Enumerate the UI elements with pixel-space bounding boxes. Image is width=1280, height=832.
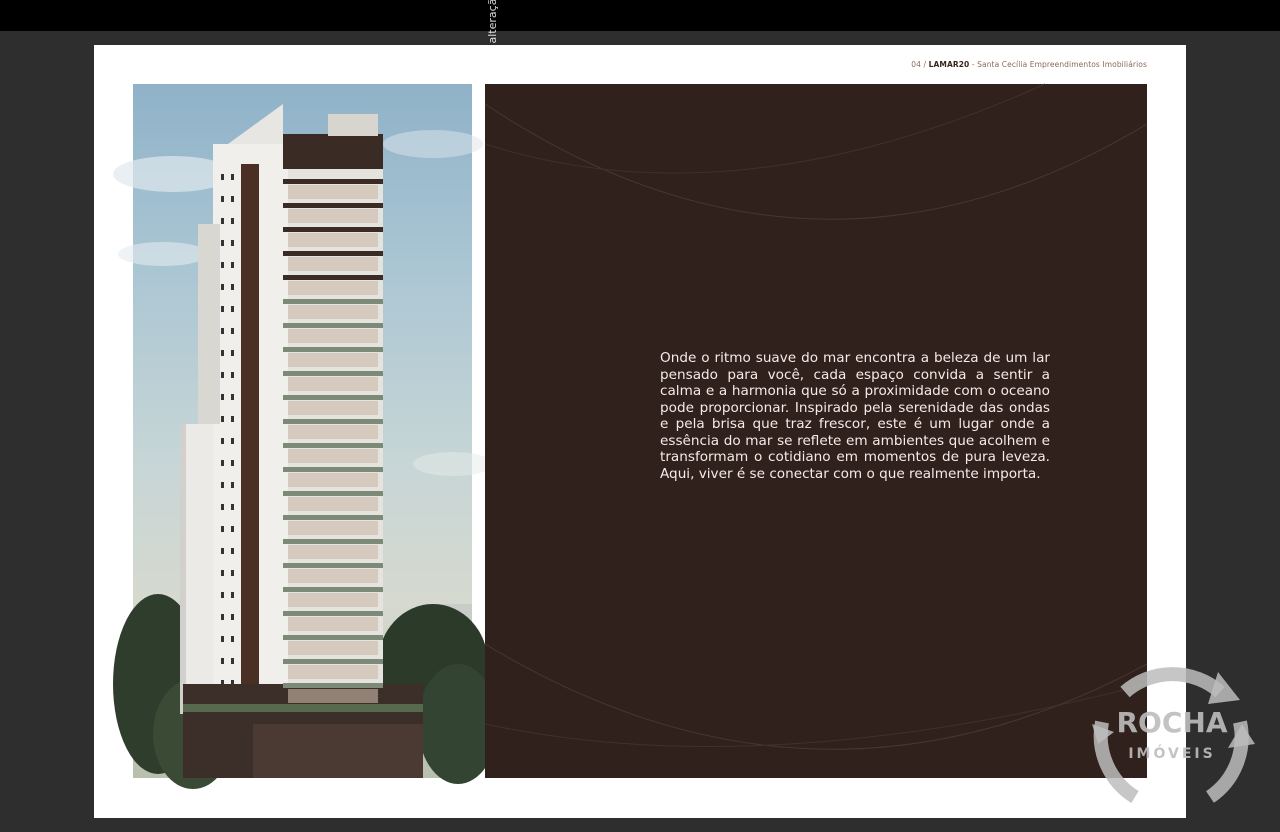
balcony-glass: [288, 569, 378, 583]
balcony-glass: [288, 353, 378, 367]
balcony-glass: [288, 689, 378, 703]
window: [231, 284, 234, 290]
balcony-glass: [288, 401, 378, 415]
balcony-glass: [288, 377, 378, 391]
balcony-slab: [283, 299, 383, 304]
window: [231, 482, 234, 488]
balcony-slab: [283, 491, 383, 496]
window: [221, 284, 224, 290]
window: [231, 240, 234, 246]
window: [221, 592, 224, 598]
balcony-slab: [283, 251, 383, 256]
watermark-line2: IMÓVEIS: [1128, 746, 1216, 762]
balcony-slab: [283, 203, 383, 208]
building-rendering: [133, 84, 472, 778]
balcony-slab: [283, 611, 383, 616]
balcony-glass: [288, 185, 378, 199]
balcony-glass: [288, 521, 378, 535]
window: [231, 548, 234, 554]
balcony-glass: [288, 305, 378, 319]
balcony-slab: [283, 227, 383, 232]
window: [221, 328, 224, 334]
balcony-glass: [288, 497, 378, 511]
window: [231, 504, 234, 510]
window: [231, 592, 234, 598]
balcony-slab: [283, 419, 383, 424]
recycle-arrows-icon: [1090, 652, 1255, 810]
window: [231, 262, 234, 268]
balcony-slab: [283, 443, 383, 448]
window: [221, 350, 224, 356]
balcony-slab: [283, 275, 383, 280]
balcony-glass: [288, 473, 378, 487]
balcony-slab: [283, 347, 383, 352]
window: [221, 658, 224, 664]
window: [231, 570, 234, 576]
window: [231, 416, 234, 422]
window: [231, 372, 234, 378]
window: [221, 636, 224, 642]
brochure-page: [94, 45, 1186, 818]
building-illustration: [133, 84, 472, 778]
window: [221, 196, 224, 202]
top-bar: [0, 0, 1280, 31]
watermark-line1: ROCHA: [1116, 706, 1228, 739]
balcony-glass: [288, 233, 378, 247]
page-header: [911, 60, 1147, 69]
window: [221, 482, 224, 488]
balcony-slab: [283, 515, 383, 520]
balcony-glass: [288, 329, 378, 343]
window: [231, 636, 234, 642]
window: [221, 680, 224, 686]
balcony-slab: [283, 635, 383, 640]
brand-name: LAMAR20: [928, 60, 970, 69]
window: [221, 416, 224, 422]
window: [221, 570, 224, 576]
balcony-glass: [288, 281, 378, 295]
window: [231, 614, 234, 620]
window: [231, 658, 234, 664]
page-number: 04 /: [911, 60, 927, 69]
window: [231, 196, 234, 202]
balcony-glass: [288, 617, 378, 631]
intro-paragraph: Onde o ritmo suave do mar encontra a beleza de um lar pensado para você, cada espaço convida a sentir a calma e a harmonia que só a proximidade com o oceano pode proporcionar. Inspirado pela serenidade das ondas e pela brisa que traz frescor, este é um lugar onde a essência do mar se reflete em ambientes que acolhem e transformam o cotidiano em momentos de pura leveza. Aqui, viver é se conectar com o que realmente importa.: [660, 350, 1050, 482]
balcony-slab: [283, 587, 383, 592]
balcony-glass: [288, 641, 378, 655]
balcony-slab: [283, 563, 383, 568]
balcony-slab: [283, 683, 383, 688]
window: [231, 328, 234, 334]
window: [231, 438, 234, 444]
window: [231, 526, 234, 532]
window: [231, 680, 234, 686]
window: [231, 460, 234, 466]
window: [221, 526, 224, 532]
balcony-slab: [283, 659, 383, 664]
balcony-slab: [283, 395, 383, 400]
window: [221, 218, 224, 224]
window: [221, 306, 224, 312]
balcony-slab: [283, 467, 383, 472]
window: [221, 394, 224, 400]
balcony-slab: [283, 323, 383, 328]
window: [231, 306, 234, 312]
balcony-glass: [288, 593, 378, 607]
window: [221, 262, 224, 268]
balcony-glass: [288, 257, 378, 271]
window: [231, 394, 234, 400]
balcony-slab: [283, 539, 383, 544]
balcony-glass: [288, 209, 378, 223]
balcony-glass: [288, 425, 378, 439]
window: [231, 174, 234, 180]
balcony-slab: [283, 179, 383, 184]
window: [221, 438, 224, 444]
balcony-glass: [288, 449, 378, 463]
window: [221, 460, 224, 466]
window: [221, 504, 224, 510]
window: [231, 218, 234, 224]
description-panel: [485, 84, 1147, 778]
window: [221, 372, 224, 378]
balcony-slab: [283, 371, 383, 376]
window: [221, 240, 224, 246]
window: [221, 548, 224, 554]
window: [221, 174, 224, 180]
window: [231, 350, 234, 356]
balcony-glass: [288, 545, 378, 559]
window: [221, 614, 224, 620]
balcony-glass: [288, 665, 378, 679]
company-name: - Santa Cecília Empreendimentos Imobiliários: [971, 60, 1147, 69]
